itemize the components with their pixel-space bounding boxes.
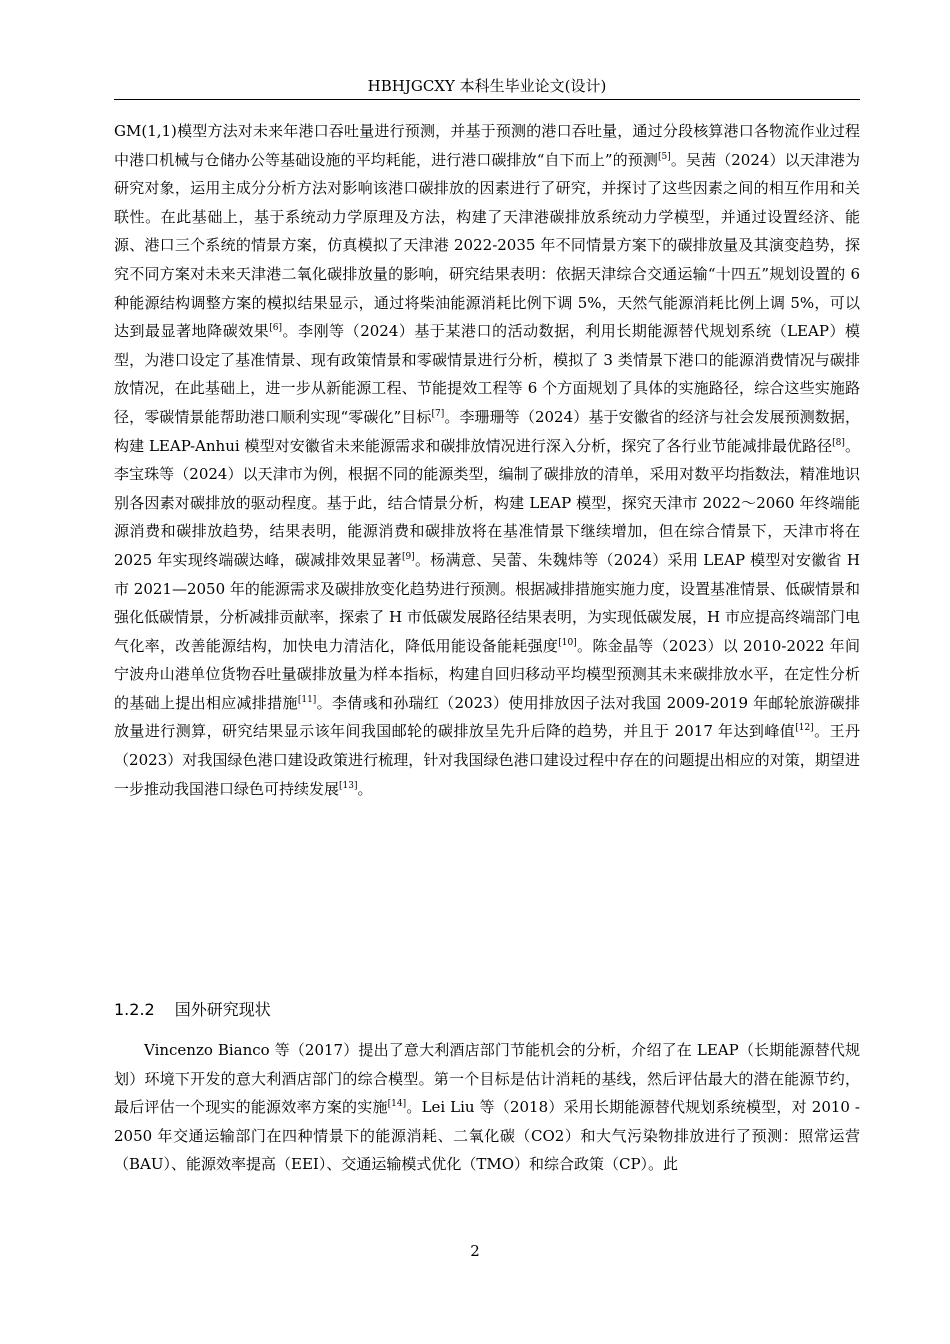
text-run: Vincenzo Bianco 等（2017）提出了意大利酒店部门节能机会的分析，介绍了在 LEAP（长期能源替代规划）环境下开发的意大利酒店部门的综合模型。第一个目标是估计消耗的基线，然后评估最大的潜在能源节约，最后评估一个现实的能源效率方案的实施 [114, 1041, 860, 1117]
text-run: 。李宝珠等（2024）以天津市为例，根据不同的能源类型，编制了碳排放的清单，采用对数平均指数法，精准地识别各因素对碳排放的驱动程度。基于此，结合情景分析，构建 LEAP 模型，探究天津市 2022～2060 年终端能源消费和碳排放趋势，结果表明，能源消费和碳排放将在基准情景下继续增加，但在综合情景下，天津市将在 2025 年实现终端碳达峰，碳减排效果显著 [114, 436, 860, 569]
page-number: 2 [470, 1242, 480, 1260]
text-run: 。李珊珊等（2024）基于安徽省的经济与社会发展预测数据，构建 LEAP-Anhui 模型对安徽省未来能源需求和碳排放情况进行深入分析，探究了各行业节能减排最优路径 [114, 407, 860, 455]
text-run: GM(1,1)模型方法对未来年港口吞吐量进行预测，并基于预测的港口吞吐量，通过分段核算港口各物流作业过程中港口机械与仓储办公等基础设施的平均耗能，进行港口碳排放“自下而上”的预测 [114, 122, 860, 169]
text-run: 。陈金晶等（2023）以 2010-2022 年间宁波舟山港单位货物吞吐量碳排放量为样本指标，构建自回归移动平均模型预测其未来碳排放水平，在定性分析的基础上提出相应减排措施 [114, 636, 860, 712]
text-run: 。王丹（2023）对我国绿色港口建设政策进行梳理，针对我国绿色港口建设过程中存在的问题提出相应的对策，期望进一步推动我国港口绿色可持续发展 [114, 722, 860, 798]
section-heading [114, 998, 271, 1022]
citation: [14] [387, 1099, 407, 1110]
header-rule [114, 99, 860, 100]
section-title: 国外研究现状 [174, 1000, 271, 1019]
body-text-2 [114, 1036, 860, 1179]
paragraph [114, 1036, 860, 1179]
body-text [114, 117, 860, 803]
citation: [6] [269, 323, 283, 334]
text-run: 。Lei Liu 等（2018）采用长期能源替代规划系统模型，对 2010 - 2050 年交通运输部门在四种情景下的能源消耗、二氧化碳（CO2）和大气污染物排放进行了预测：照常运营（BAU）、能源效率提高（EEI）、交通运输模式优化（TMO）和综合政策（CP）。此 [114, 1098, 860, 1174]
text-run: 。吴茜（2024）以天津港为研究对象，运用主成分分析方法对影响该港口碳排放的因素进行了研究，并探讨了这些因素之间的相互作用和关联性。在此基础上，基于系统动力学原理及方法，构建了天津港碳排放系统动力学模型，并通过设置经济、能源、港口三个系统的情景方案，仿真模拟了天津港 2022-2035 年不同情景方案下的碳排放量及其演变趋势，探究不同方案对未来天津港二氧化碳排放量的影响，研究结果表明：依据天津综合交通运输“十四五”规划设置的 6 种能源结构调整方案的模拟结果显示，通过将柴油能源消耗比例下调 5%，天然气能源消耗比例上调 5%，可以达到最显著地降碳效果 [114, 150, 860, 341]
citation: [10] [558, 637, 577, 648]
page-header: HBHJGCXY 本科生毕业论文(设计) [367, 77, 607, 95]
text-run: 。杨满意、吴蕾、朱魏炜等（2024）采用 LEAP 模型对安徽省 H 市 2021—2050 年的能源需求及碳排放变化趋势进行预测。根据减排措施实施力度，设置基准情景、低碳情景和强化低碳情景，分析减排贡献率，探索了 H 市低碳发展路径结果表明，为实现低碳发展，H 市应提高终端部门电气化率，改善能源结构，加快电力清洁化，降低用能设备能耗强度 [114, 550, 860, 655]
text-run: 。 [357, 779, 373, 798]
citation: [13] [339, 780, 358, 791]
text-run: 。李刚等（2024）基于某港口的活动数据，利用长期能源替代规划系统（LEAP）模型，为港口设定了基准情景、现有政策情景和零碳情景进行分析，模拟了 3 类情景下港口的能源消费情况与碳排放情况，在此基础上，进一步从新能源工程、节能提效工程等 6 个方面规划了具体的实施路径，综合这些实施路径，零碳情景能帮助港口顺利实现“零碳化”目标 [114, 322, 860, 426]
citation: [7] [431, 408, 445, 419]
citation: [8] [832, 437, 845, 448]
citation: [12] [795, 723, 814, 734]
citation: [9] [401, 551, 415, 562]
citation: [5] [657, 151, 671, 162]
paragraph [114, 117, 860, 803]
citation: [11] [297, 694, 317, 705]
text-run: 。李倩彧和孙瑞红（2023）使用排放因子法对我国 2009-2019 年邮轮旅游碳排放量进行测算，研究结果显示该年间我国邮轮的碳排放呈先升后降的趋势，并且于 2017 年达到峰值 [114, 693, 860, 741]
section-number: 1.2.2 [114, 1000, 155, 1019]
